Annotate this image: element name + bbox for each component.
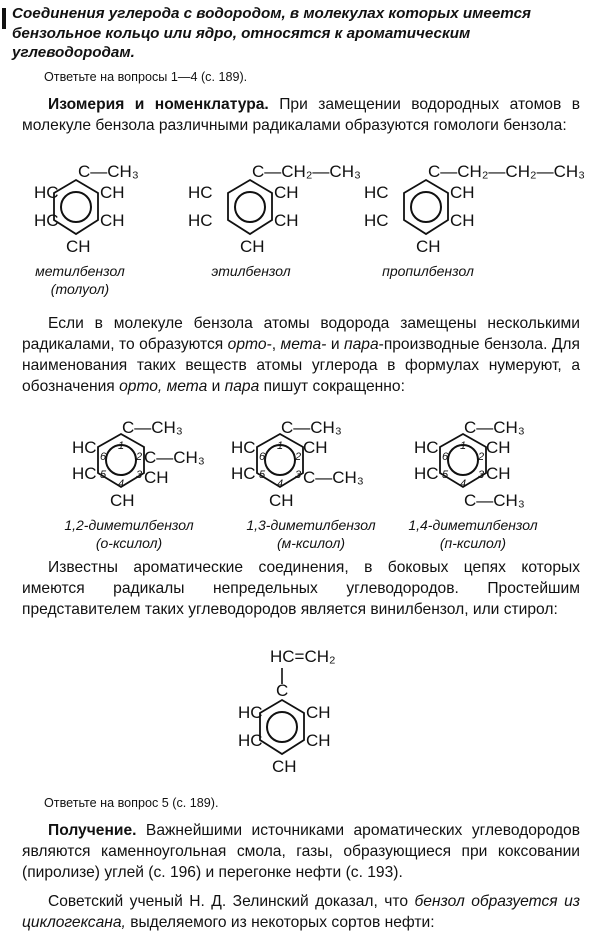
svg-text:2: 2 [136,451,143,463]
toluene-top: C—CH₃ [78,162,139,181]
svg-text:6: 6 [100,451,107,463]
svg-text:CH: CH [306,731,331,750]
svg-text:CH: CH [66,237,91,256]
svg-text:HC=CH₂: HC=CH₂ [270,647,336,666]
svg-text:4: 4 [118,478,125,490]
svg-text:C—CH₃: C—CH₃ [303,468,364,487]
svg-text:3: 3 [295,469,302,481]
svg-text:CH: CH [269,491,294,510]
svg-text:HC: HC [414,464,439,483]
production-paragraph: Получение. Важнейшими источниками ароматических углеводородов являются каменноугольная смола, газы, образующиеся при коксовании (пиролизе) углей (с. 196) и перегонке нефти (с. 193). [22,822,580,881]
answer-note-1: Ответьте на вопросы 1—4 (с. 189). [44,70,248,84]
svg-text:C—CH₂—CH₂—CH₃: C—CH₂—CH₂—CH₃ [428,162,586,181]
svg-text:5: 5 [259,469,266,481]
svg-text:CH: CH [486,464,511,483]
svg-text:CH: CH [416,237,441,256]
svg-text:CH: CH [303,438,328,457]
ethylbenzene-caption: этилбензол [211,263,291,279]
ethylbenzene-formula [188,162,361,256]
svg-text:HC: HC [238,703,263,722]
propylbenzene-caption: пропилбензол [382,263,474,279]
zelinsky-paragraph: Советский ученый Н. Д. Зелинский доказал, что бензол образуется из циклогексана, выделяемого из некоторых сортов нефти: [22,893,580,931]
svg-text:HC: HC [231,438,256,457]
svg-text:HC: HC [72,438,97,457]
svg-text:C—CH₃: C—CH₃ [464,418,525,437]
svg-text:C—CH₂—CH₃: C—CH₂—CH₃ [252,162,361,181]
svg-text:1: 1 [118,440,125,452]
svg-text:5: 5 [442,469,449,481]
svg-text:C: C [276,681,289,700]
m-xylene-caption: 1,3-диметилбензол (м-ксилол) [246,517,376,551]
svg-text:CH: CH [240,237,265,256]
svg-text:HC: HC [34,183,59,202]
svg-text:HC: HC [414,438,439,457]
toluene-caption: метилбензол (толуол) [35,263,125,297]
p-xylene-formula [414,418,525,510]
svg-text:HC: HC [188,211,213,230]
svg-text:CH: CH [274,183,299,202]
margin-bar [2,8,6,29]
svg-text:C—CH₃: C—CH₃ [122,418,183,437]
isomery-paragraph [22,94,580,136]
svg-text:CH: CH [110,491,135,510]
svg-text:6: 6 [442,451,449,463]
svg-text:HC: HC [364,211,389,230]
svg-text:6: 6 [259,451,266,463]
svg-text:4: 4 [460,478,467,490]
toluene-formula [34,162,139,256]
p-xylene-caption: 1,4-диметилбензол (п-ксилол) [408,517,538,551]
svg-text:CH: CH [274,211,299,230]
styrene-paragraph: Известны ароматические соединения, в боковых цепях которых имеются радикалы непредельных углеводородов. Простейшим представителем таких углеводородов является винилбензол, или стирол: [22,559,580,618]
svg-text:CH: CH [144,468,169,487]
xylenes-formulas [0,416,590,518]
svg-text:HC: HC [238,731,263,750]
svg-text:HC: HC [231,464,256,483]
production-heading: Получение. [48,822,137,839]
m-xylene-formula [231,418,364,510]
svg-text:1: 1 [277,440,284,452]
answer-note-5: Ответьте на вопрос 5 (с. 189). [44,796,219,810]
o-xylene-caption: 1,2-диметилбензол (о-ксилол) [64,517,194,551]
styrene-formula [200,640,380,780]
svg-text:3: 3 [478,469,485,481]
svg-text:CH: CH [100,211,125,230]
svg-text:CH: CH [486,438,511,457]
derivatives-paragraph: Если в молекуле бензола атомы водорода замещены несколькими радикалами, то образуются орто-, мета- и пара-производные бензола. Для наименования таких веществ атомы углерода в формулах нумеруют, а обозначения орто, мета и пара пишут сокращенно: [22,315,580,395]
isomery-text: При замещении водородных атомов в молекуле бензола различными радикалами образуются гомологи бензола: [22,96,580,134]
svg-text:C—CH₃: C—CH₃ [281,418,342,437]
isomery-heading: Изомерия и номенклатура. [48,96,269,113]
svg-text:CH: CH [450,183,475,202]
svg-text:CH: CH [272,757,297,776]
svg-text:C—CH₃: C—CH₃ [464,491,525,510]
svg-text:CH: CH [450,211,475,230]
svg-text:CH: CH [100,183,125,202]
o-xylene-formula [72,418,205,510]
svg-text:HC: HC [364,183,389,202]
svg-text:CH: CH [306,703,331,722]
svg-text:C—CH₃: C—CH₃ [144,448,205,467]
svg-text:3: 3 [136,469,143,481]
propylbenzene-formula [364,162,585,256]
svg-text:5: 5 [100,469,107,481]
svg-text:HC: HC [34,211,59,230]
svg-text:4: 4 [277,478,284,490]
svg-text:2: 2 [478,451,485,463]
svg-text:1: 1 [460,440,467,452]
homologs-formulas [0,160,590,260]
svg-text:2: 2 [295,451,302,463]
definition-text: Соединения углерода с водородом, в молекулах которых имеется бензольное кольцо или ядро, относятся к ароматическим углеводородам. [12,5,531,61]
svg-text:HC: HC [72,464,97,483]
svg-text:HC: HC [188,183,213,202]
